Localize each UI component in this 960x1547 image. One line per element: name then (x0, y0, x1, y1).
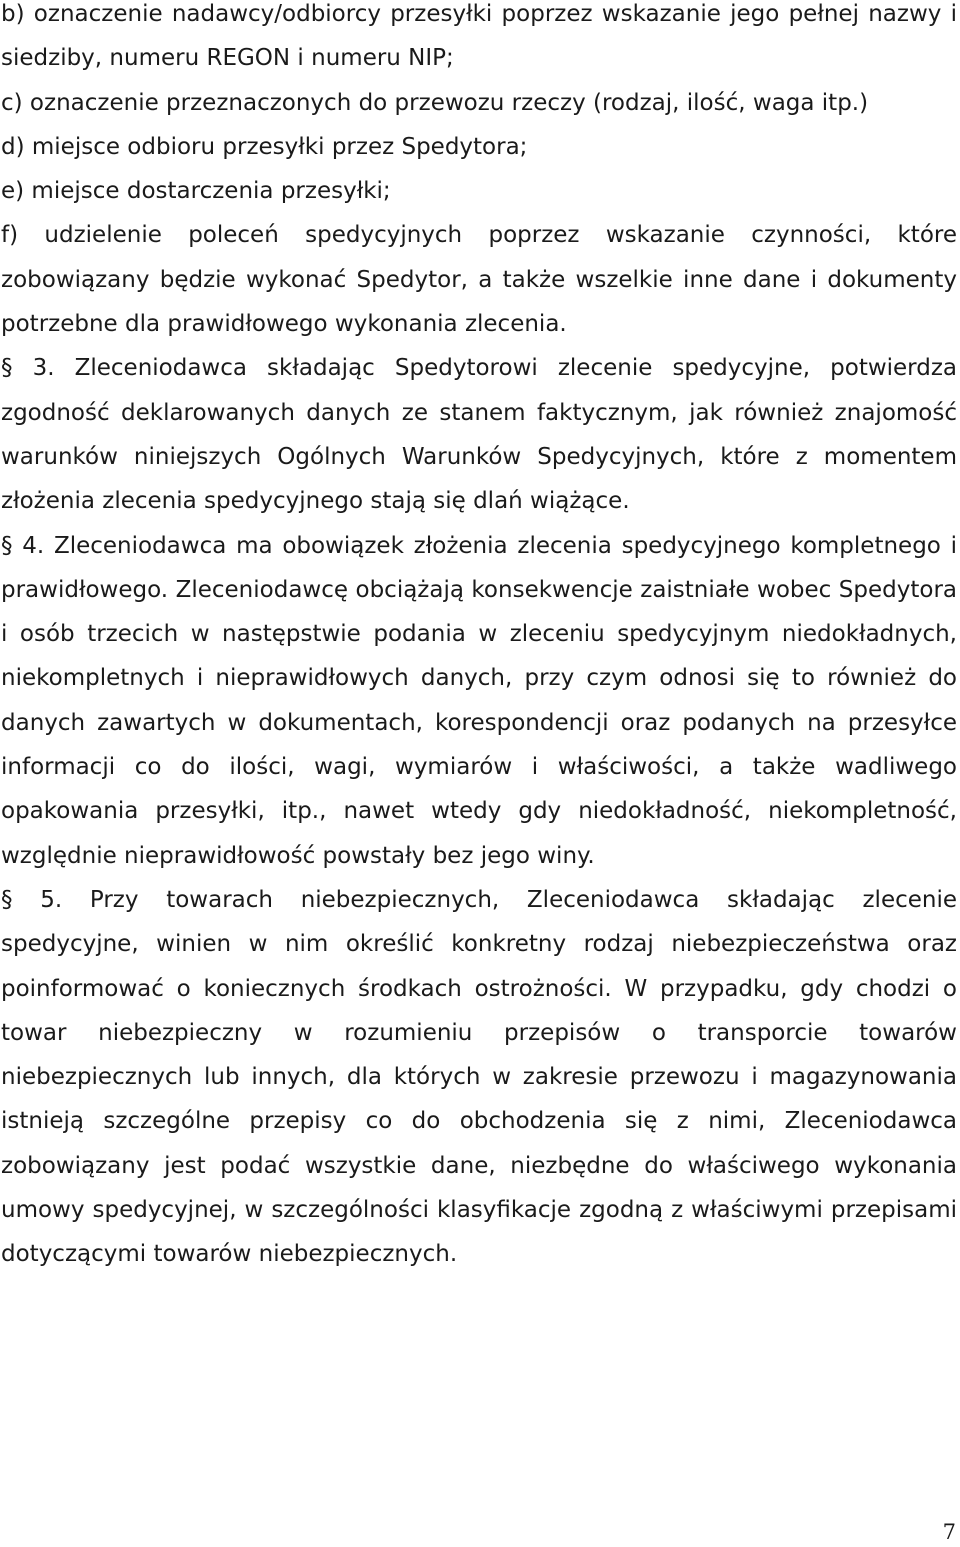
section-4-text: Zleceniodawca ma obowiązek złożenia zlecenia spedycyjnego kompletnego i prawidłowego. Zleceniodawcę obciążają konsekwencje zaistniałe wobec Spedytora i osób trzecich w następstwie podania w zleceniu spedycyjnym niedokładnych, niekompletnych i nieprawidłowych danych, przy czym odnosi się to również do danych zawartych w dokumentach, korespondencji oraz podanych na przesyłce informacji co do ilości, wagi, wymiarów i właściwości, a także wadliwego opakowania przesyłki, itp., nawet wtedy gdy niedokładność, niekompletność, względnie nieprawidłowość powstały bez jego winy. (1, 532, 957, 869)
list-item-f: f) udzielenie poleceń spedycyjnych poprzez wskazanie czynności, które zobowiązany będzie wykonać Spedytor, a także wszelkie inne dane i dokumenty potrzebne dla prawidłowego wykonania zlecenia. (1, 222, 957, 338)
section-5-text: Przy towarach niebezpiecznych, Zleceniodawca składając zlecenie spedycyjne, winien w nim określić konkretny rodzaj niebezpieczeństwa oraz poinformować o koniecznych środkach ostrożności. W przypadku, gdy chodzi o towar niebezpieczny w rozumieniu przepisów o transporcie towarów niebezpiecznych lub innych, dla których w zakresie przewozu i magazynowania istnieją szczególne przepisy co do obchodzenia się z nimi, Zleceniodawca zobowiązany jest podać wszystkie dane, niezbędne do właściwego wykonania umowy spedycyjnej, w szczególności klasyfikacje zgodną z właściwymi przepisami dotyczącymi towarów niebezpiecznych. (1, 886, 958, 1268)
section-4 (1, 524, 957, 878)
section-3-text: Zleceniodawca składając Spedytorowi zlecenie spedycyjne, potwierdza zgodność deklarowanych danych ze stanem faktycznym, jak również znajomość warunków niniejszych Ogólnych Warunków Spedycyjnych, które z momentem złożenia zlecenia spedycyjnego stają się dlań wiążące. (1, 355, 958, 515)
list-item-e: e) miejsce dostarczenia przesyłki; (1, 178, 391, 205)
page-number: 7 (942, 1520, 956, 1544)
list-item-b: b) oznaczenie nadawcy/odbiorcy przesyłki poprzez wskazanie jego pełnej nazwy i siedziby, numeru REGON i numeru NIP; (1, 1, 957, 72)
list-item-d: d) miejsce odbioru przesyłki przez Spedytora; (1, 133, 528, 160)
section-4-number: § 4. (1, 532, 45, 559)
section-5 (1, 878, 957, 1277)
section-5-number: § 5. (1, 886, 63, 913)
section-3 (1, 346, 957, 523)
document-body (1, 0, 957, 1277)
list-item-c: c) oznaczenie przeznaczonych do przewozu rzeczy (rodzaj, ilość, waga itp.) (1, 89, 869, 116)
section-3-number: § 3. (1, 355, 55, 382)
